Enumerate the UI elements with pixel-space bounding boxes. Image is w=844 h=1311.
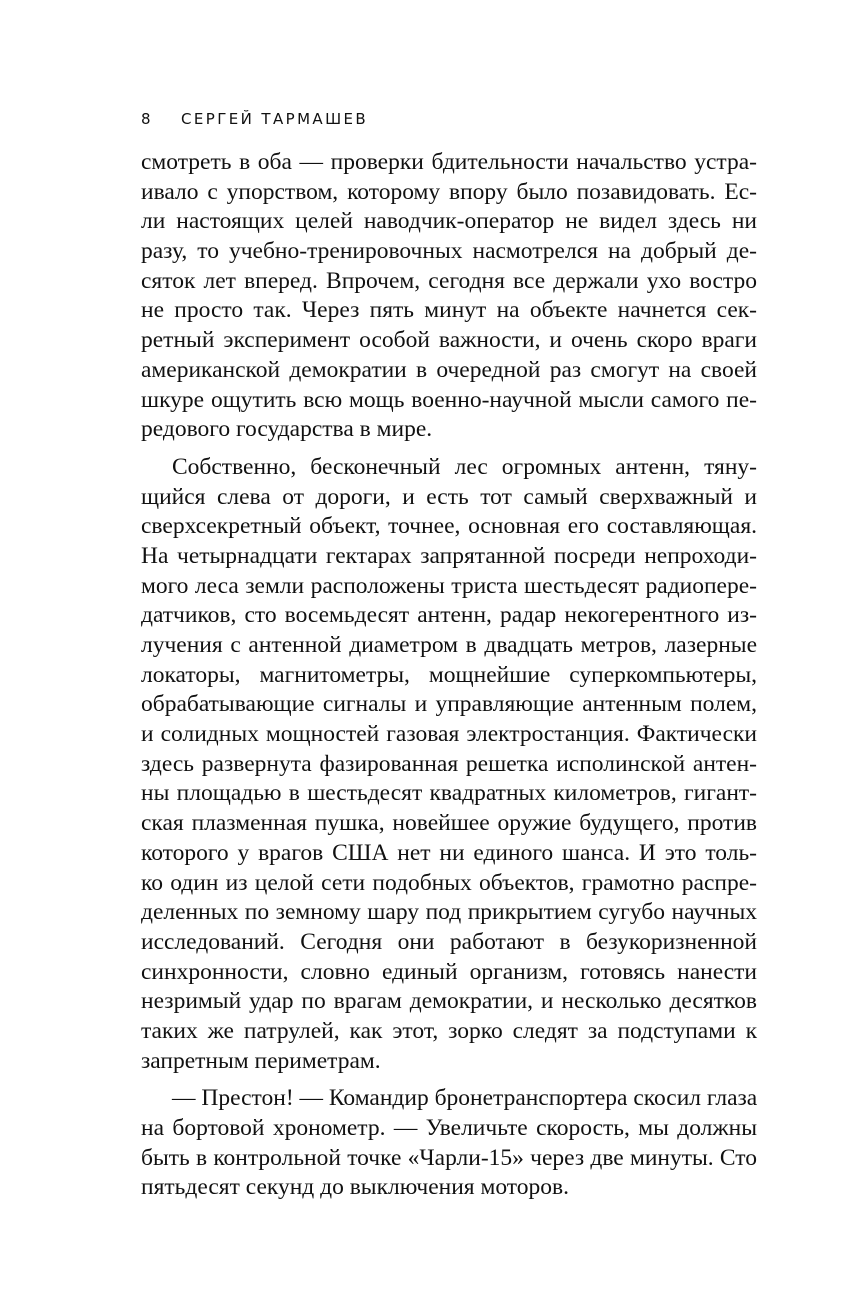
text-line: исследований. Сегодня они работают в безукоризненной xyxy=(141,928,757,955)
text-line: датчиков, сто восемьдесят антенн, радар некогерентного из- xyxy=(141,602,757,629)
text-line: На четырнадцати гектарах запрятанной посреди непроходи- xyxy=(141,542,757,569)
text-line: смотреть в оба — проверки бдительности начальство устра- xyxy=(141,149,757,175)
text-line: ко один из целой сети подобных объектов, грамотно распре- xyxy=(141,869,757,896)
text-line: редового государства в мире. xyxy=(141,416,433,443)
running-head xyxy=(141,110,368,128)
text-line: шкуре ощутить всю мощь военно-научной мысли самого пе- xyxy=(141,386,757,413)
text-line: здесь развернута фазированная решетка исполинской антен- xyxy=(141,750,757,777)
text-line: сверхсекретный объект, точнее, основная его составляющая. xyxy=(141,513,757,540)
body-text xyxy=(141,148,757,1203)
text-line: щийся слева от дороги, и есть тот самый сверхважный и xyxy=(141,483,757,510)
text-line: которого у врагов США нет ни единого шанса. И это толь- xyxy=(141,839,757,866)
text-line: и солидных мощностей газовая электростанция. Фактически xyxy=(141,721,757,748)
text-line: обрабатывающие сигналы и управляющие антенным полем, xyxy=(141,691,757,718)
text-line: на бортовой хронометр. — Увеличьте скорость, мы должны xyxy=(141,1115,757,1141)
text-line: быть в контрольной точке «Чарли-15» через две минуты. Сто xyxy=(141,1144,757,1171)
text-line: ская плазменная пушка, новейшее оружие будущего, против xyxy=(141,810,757,837)
text-line: лучения с антенной диаметром в двадцать метров, лазерные xyxy=(141,632,757,658)
paragraph-gap xyxy=(141,445,757,453)
text-line: незримый удар по врагам демократии, и несколько десятков xyxy=(141,988,757,1015)
text-line: таких же патрулей, как этот, зорко следят за подступами к xyxy=(141,1017,757,1044)
text-line: американской демократии в очередной раз смогут на своей xyxy=(141,356,757,383)
text-line: деленных по земному шару под прикрытием сугубо научных xyxy=(141,899,757,926)
text-line: сяток лет вперед. Впрочем, сегодня все держали ухо востро xyxy=(141,267,757,294)
text-line: не просто так. Через пять минут на объекте начнется сек- xyxy=(141,297,757,324)
text-line: локаторы, магнитометры, мощнейшие суперкомпьютеры, xyxy=(141,661,757,688)
author-name: СЕРГЕЙ ТАРМАШЕВ xyxy=(181,110,369,128)
text-line: ивало с упорством, которому впору было позавидовать. Ес- xyxy=(141,178,757,205)
text-line: ли настоящих целей наводчик-оператор не видел здесь ни xyxy=(141,208,757,235)
paragraph-gap xyxy=(141,1076,757,1084)
text-line: ретный эксперимент особой важности, и очень скоро враги xyxy=(141,327,757,354)
text-line: — Престон! — Командир бронетранспортера скосил глаза xyxy=(172,1085,758,1112)
text-line: пятьдесят секунд до выключения моторов. xyxy=(141,1174,569,1201)
text-line: синхронности, словно единый организм, готовясь нанести xyxy=(141,958,757,985)
text-line: Собственно, бесконечный лес огромных антенн, тяну- xyxy=(172,453,757,480)
text-line: разу, то учебно-тренировочных насмотрелся на добрый де- xyxy=(141,238,757,265)
text-line: запретным периметрам. xyxy=(141,1047,381,1074)
text-line: ны площадью в шестьдесят квадратных километров, гигант- xyxy=(141,780,757,807)
text-line: мого леса земли расположены триста шестьдесят радиопере- xyxy=(141,572,757,599)
page-number: 8 xyxy=(141,110,153,128)
